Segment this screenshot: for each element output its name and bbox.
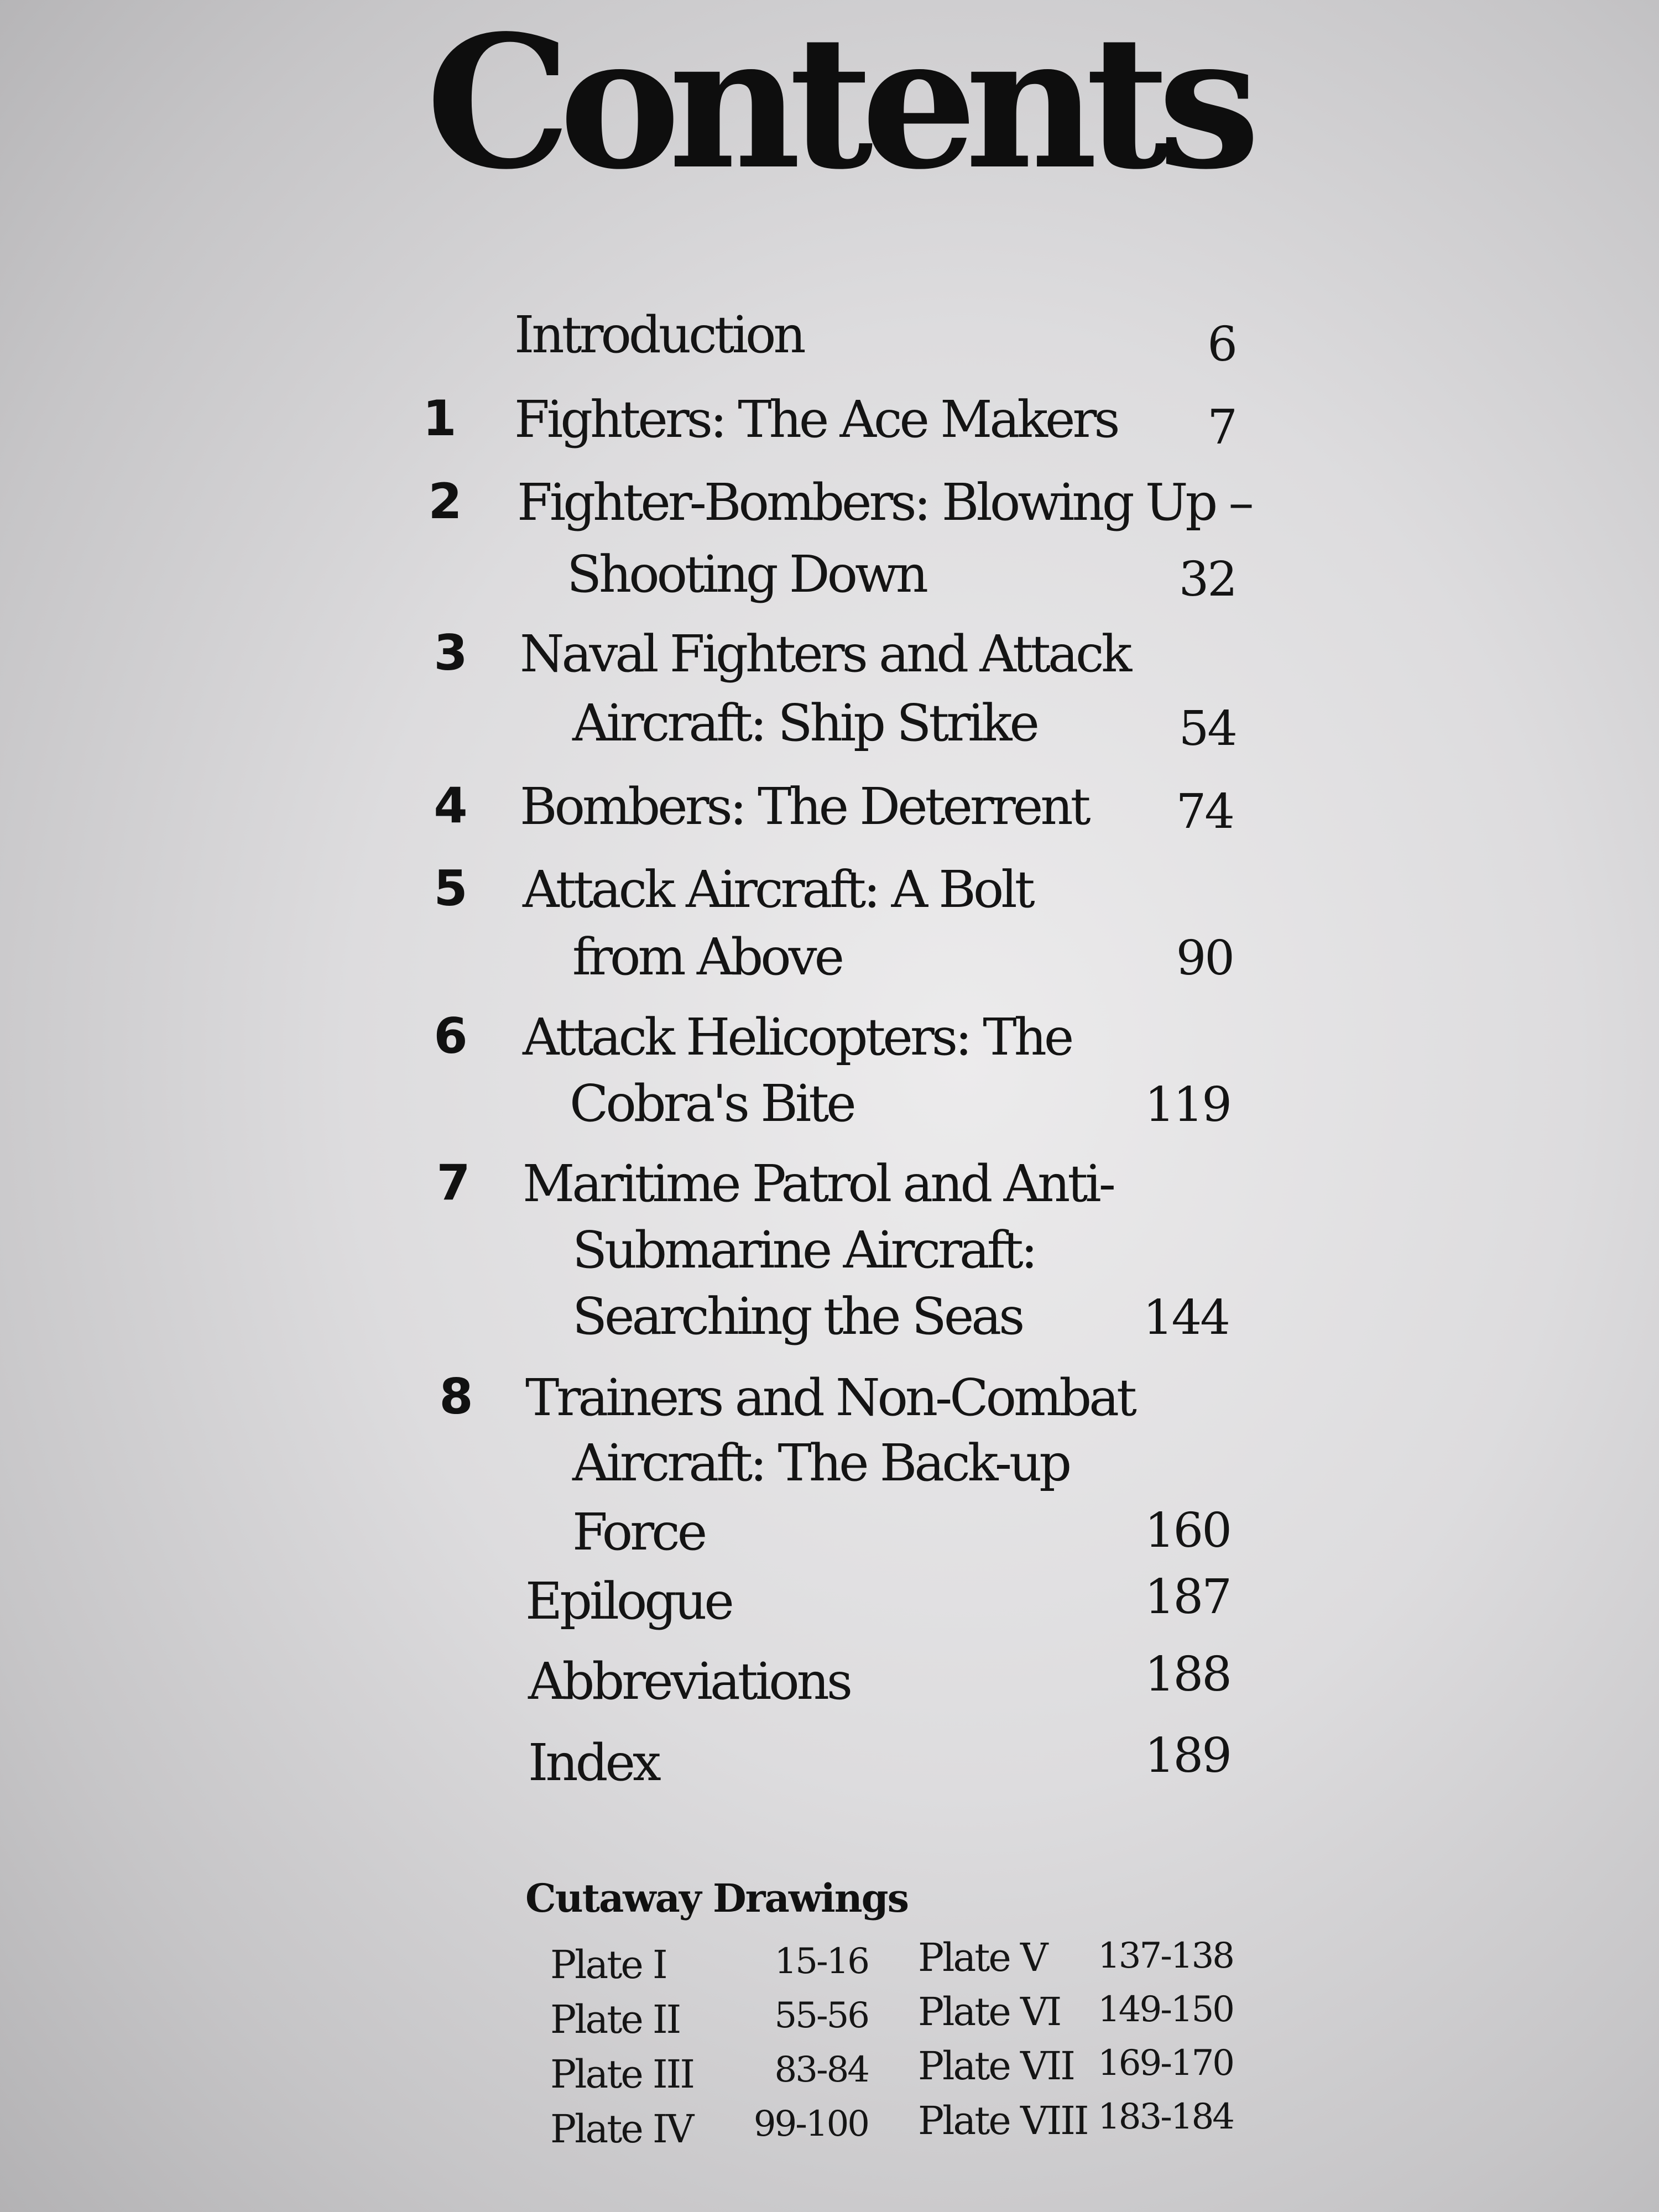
entry-page-number: 119 [1144, 1077, 1230, 1133]
entry-page-number: 160 [1144, 1503, 1230, 1558]
chapter-number: 7 [436, 1154, 471, 1211]
entry-title-line: Maritime Patrol and Anti- [523, 1154, 1113, 1213]
entry-title-line: Fighters: The Ace Makers [514, 390, 1118, 449]
chapter-number: 8 [439, 1368, 473, 1425]
entry-title-line: Attack Aircraft: A Bolt [523, 860, 1032, 919]
plate-name: Plate VI [918, 1989, 1061, 2034]
chapter-number: 5 [434, 860, 468, 917]
entry-title-line: Cobra's Bite [570, 1074, 854, 1133]
entry-title-line: Introduction [514, 305, 804, 364]
plate-name: Plate I [550, 1942, 666, 1987]
plate-name: Plate VII [918, 2043, 1074, 2089]
chapter-number: 1 [422, 390, 457, 447]
entry-page-number: 7 [1207, 400, 1236, 455]
plate-name: Plate VIII [918, 2098, 1088, 2143]
entry-page-number: 188 [1144, 1647, 1230, 1702]
entry-title-line: Aircraft: Ship Strike [572, 693, 1037, 753]
entry-title-line: Attack Helicopters: The [523, 1008, 1072, 1067]
plate-pages: 99-100 [753, 2104, 868, 2145]
plate-name: Plate IV [550, 2106, 693, 2152]
entry-title-line: Abbreviations [528, 1652, 851, 1711]
entry-title-line: Epilogue [525, 1572, 732, 1631]
plate-pages: 169-170 [1098, 2043, 1233, 2084]
entry-page-number: 187 [1144, 1569, 1230, 1625]
entry-title-line: from Above [572, 927, 842, 987]
plate-pages: 83-84 [774, 2049, 868, 2090]
entry-page-number: 74 [1176, 784, 1233, 839]
plate-name: Plate II [550, 1997, 680, 2042]
entry-page-number: 54 [1178, 701, 1236, 757]
entry-title-line: Shooting Down [567, 545, 926, 604]
entry-page-number: 32 [1178, 552, 1236, 607]
entry-page-number: 144 [1142, 1290, 1229, 1345]
plate-name: Plate III [550, 2052, 693, 2097]
plate-pages: 15-16 [774, 1941, 868, 1982]
chapter-number: 2 [428, 473, 462, 530]
entry-page-number: 189 [1144, 1728, 1230, 1783]
plate-pages: 149-150 [1098, 1989, 1233, 2030]
plate-pages: 137-138 [1098, 1936, 1233, 1976]
entry-title-line: Index [528, 1733, 659, 1792]
plate-pages: 55-56 [774, 1995, 868, 2036]
page-title: Contents [426, 0, 1249, 210]
plate-name: Plate V [918, 1935, 1047, 1980]
entry-title-line: Trainers and Non-Combat [525, 1368, 1134, 1427]
entry-title-line: Fighter-Bombers: Blowing Up – [517, 473, 1251, 532]
entry-page-number: 6 [1207, 317, 1236, 372]
chapter-number: 4 [434, 777, 468, 834]
entry-title-line: Aircraft: The Back-up [572, 1433, 1070, 1493]
plate-pages: 183-184 [1098, 2096, 1233, 2137]
chapter-number: 6 [434, 1008, 468, 1065]
chapter-number: 3 [434, 624, 468, 681]
entry-title-line: Submarine Aircraft: [572, 1220, 1035, 1280]
entry-title-line: Force [572, 1503, 705, 1562]
entry-page-number: 90 [1176, 931, 1233, 986]
entry-title-line: Naval Fighters and Attack [520, 624, 1130, 684]
cutaway-heading: Cutaway Drawings [525, 1875, 908, 1921]
entry-title-line: Bombers: The Deterrent [520, 777, 1088, 836]
entry-title-line: Searching the Seas [572, 1287, 1022, 1346]
